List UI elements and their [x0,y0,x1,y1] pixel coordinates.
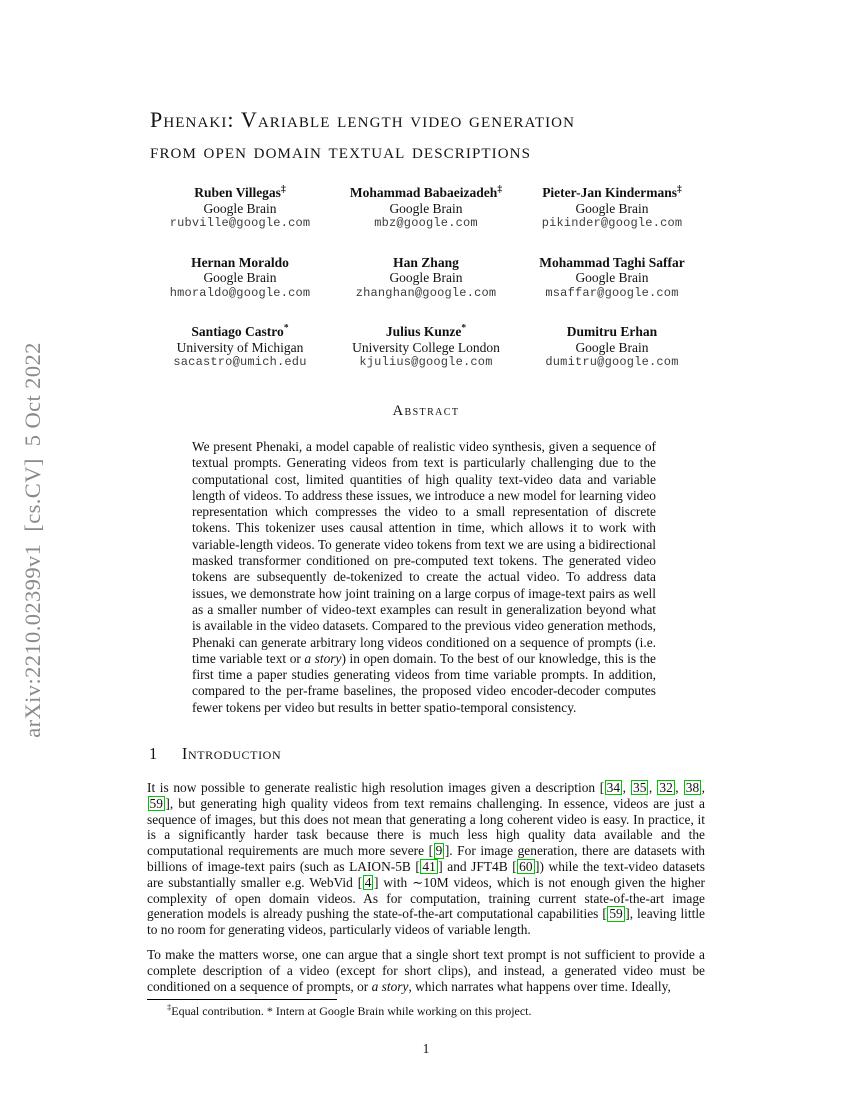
author-name [519,255,705,271]
author-name-text: Mohammad Taghi Saffar [539,254,685,270]
author-name-text: Ruben Villegas [194,185,281,200]
author-affiliation: Google Brain [389,270,463,285]
author-name-text: Mohammad Babaeizadeh [349,185,498,200]
paper-title [150,104,720,166]
author-email: mbz@google.com [374,216,478,230]
footnote-rule [147,999,337,1000]
author-email: msaffar@google.com [545,285,679,300]
author-name-text: Santiago Castro [191,324,284,339]
author-affiliation: Google Brain [203,270,277,285]
author-name [333,324,519,340]
author-name [147,255,333,271]
arxiv-watermark: arXiv:2210.02399v1 [cs.CV] 5 Oct 2022 [20,342,45,738]
author-email: dumitru@google.com [545,355,679,369]
citation-link[interactable]: 32 [659,780,673,795]
author-affiliation: University of Michigan [176,339,304,355]
citation-link[interactable]: 59 [149,795,163,811]
author-name-text: Hernan Moraldo [191,254,289,270]
italic-text: a story [304,650,342,666]
citation-link[interactable]: 35 [633,780,647,795]
author-affiliation: University College London [352,339,500,355]
section-heading [149,744,707,764]
author-cell [519,324,705,371]
author-cell [519,185,705,232]
footnote-text: Equal contribution. * Intern at Google Brain while working on this project. [171,1004,532,1018]
page-number: 1 [422,1041,430,1056]
author-cell [147,255,333,302]
author-name [519,324,705,340]
author-marker: ‡ [497,184,503,195]
author-email: hmoraldo@google.com [169,285,311,300]
author-name [333,255,519,271]
author-name-text: Han Zhang [393,254,459,270]
intro-paragraph-1: It is now possible to generate realistic high resolution images given a description [ 34 , 35 , 32 , 38 , 59 ], but generating high quality videos from text remains challenging. In essence, videos are just a sequence of images, but this does not mean that generating a long coherent video is easy. In practice, it is a significantly harder task because there is much less high quality data available and the computational requirements are much more severe [ 9 ]. For image generation, there are datasets with billions of image-text pairs (such as LAION-5B [ 41 ] and JFT4B [ 60 ]) while the text-video datasets are substantially smaller e.g. WebVid [ 4 ] with ∼10M videos, which is not enough given the higher complexity of open domain videos. As for computation, training current state-of-the-art image generation models is already pushing the state-of-the-art computational capabilities [ 59 ], leaving little to no room for generating videos, particularly videos of variable length. [147,780,705,938]
section-number: 1 [149,744,158,763]
author-cell [147,324,333,371]
footnote [147,1004,705,1018]
author-cell [333,255,519,302]
citation-link[interactable]: 4 [364,874,372,890]
author-marker: ‡ [677,184,682,195]
author-email: rubville@google.com [169,216,311,230]
title-line-2: from open domain textual descriptions [150,138,532,163]
author-row [147,185,705,232]
author-cell [147,185,333,232]
citation-link[interactable]: 38 [685,780,700,795]
italic-text: a story [371,978,409,994]
author-email: kjulius@google.com [359,355,493,369]
citation-link[interactable]: 9 [435,843,443,859]
title-line-1: Phenaki: Variable length video generation [150,107,576,132]
intro-paragraph-2: To make the matters worse, one can argue that a single short text prompt is not sufficient to provide a complete description of a video (except for short clips), and instead, a generated video must be conditioned on a sequence of prompts, or a story, which narrates what happens over time. Ideally, [147,946,705,994]
author-cell [333,185,519,232]
author-name [333,185,519,201]
author-name-text: Pieter-Jan Kindermans [542,185,678,200]
author-cell [519,255,705,302]
author-email: zhanghan@google.com [355,285,497,300]
author-marker: * [461,323,467,334]
author-affiliation: Google Brain [203,200,277,216]
author-marker: ‡ [280,184,286,195]
author-affiliation: Google Brain [575,270,649,285]
citation-link[interactable]: 41 [422,858,436,874]
author-affiliation: Google Brain [575,339,649,355]
abstract-text: We present Phenaki, a model capable of realistic video synthesis, given a sequence of textual prompts. Generating videos from text is particularly challenging due to the computational cost, limited quantities of high quality text-video data and variable length of videos. To address these issues, we introduce a new model for learning video representation which compresses the video to a small representation of discrete tokens. This tokenizer uses causal attention in time, which allows it to work with variable-length videos. To generate video tokens from text we are using a bidirectional masked transformer conditioned on pre-computed text tokens. The generated video tokens are subsequently de-tokenized to create the actual video. To address data issues, we demonstrate how joint training on a large corpus of image-text pairs as well as a smaller number of video-text examples can result in generalization beyond what is available in the video datasets. Compared to the previous video generation methods, Phenaki can generate arbitrary long videos conditioned on a sequence of prompts (i.e. time variable text or a story) in open domain. To the best of our knowledge, this is the first time a paper studies generating videos from time variable prompts. In addition, compared to the per-frame baselines, the proposed video encoder-decoder computes fewer tokens per video but results in better spatio-temporal consistency. [192,439,656,715]
author-name [519,185,705,201]
section-title: Introduction [181,744,282,763]
author-name-text: Julius Kunze [385,324,462,339]
author-name [147,324,333,340]
author-affiliation: Google Brain [575,200,649,216]
author-name [147,185,333,201]
author-marker: * [283,323,289,334]
citation-link[interactable]: 34 [606,780,621,795]
footnote-marker: ‡ [167,1002,172,1012]
author-row [147,255,705,302]
author-row [147,324,705,371]
author-name-text: Dumitru Erhan [566,324,658,339]
citation-link[interactable]: 60 [519,858,533,874]
author-email: pikinder@google.com [541,216,683,230]
abstract-heading: Abstract [392,403,460,419]
author-block [147,185,705,394]
citation-link[interactable]: 59 [609,906,623,922]
author-affiliation: Google Brain [389,200,463,216]
author-email: sacastro@umich.edu [173,355,307,369]
introduction-body [147,780,705,994]
author-cell [333,324,519,371]
